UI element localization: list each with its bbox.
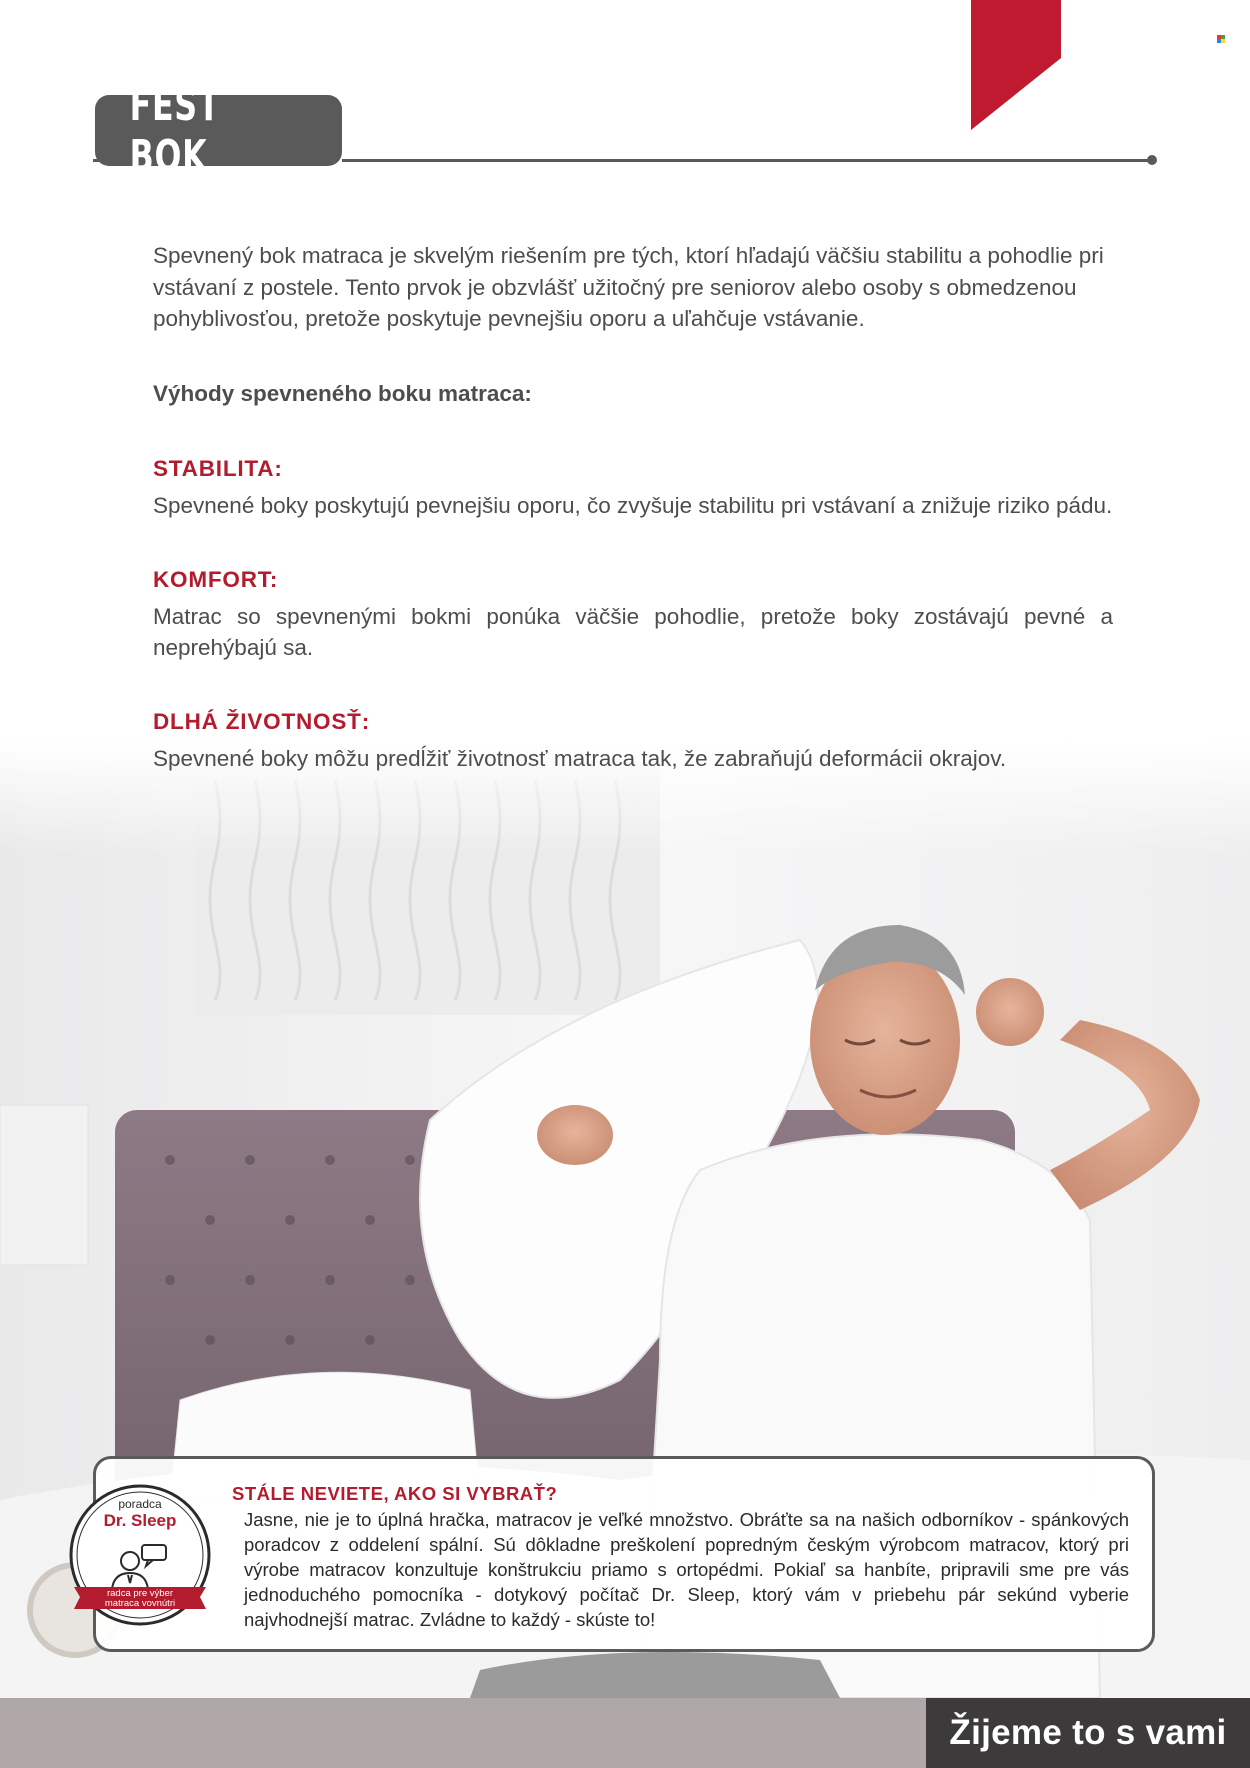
advice-box: [93, 1456, 1155, 1652]
page-title-badge: [95, 79, 342, 182]
benefit-title: KOMFORT:: [153, 566, 279, 592]
benefit-title: STABILITA:: [153, 456, 283, 481]
benefit-section-durability: [153, 706, 1113, 775]
footer-slogan: Žijeme to s vami: [949, 1713, 1227, 1752]
title-rule-endpoint: [1147, 155, 1157, 165]
advice-text: Jasne, nie je to úplná hračka, matracov je veľké množstvo. Obráťte sa na našich odborníkov - spánkových poradcov z oddelení spální. Sú dôkladne preškolení popredným českým výrobcom matracov, ktorý pri výrobe matracov konzultuje konštrukciu priamo s ortopédmi. Pokiaľ sa hanbíte, pripravili sme pre vás jednoduchého pomocníka - dotykový počítač Dr. Sleep, ktorý vám v priebehu pár sekúnd vyberie najvhodnejší matrac. Zvládne to každý - skúste to!: [244, 1509, 1129, 1630]
title-rule: [342, 159, 1152, 162]
color-dot-icon: [1217, 35, 1225, 43]
benefit-title: DLHÁ ŽIVOTNOSŤ:: [153, 708, 370, 734]
badge-brand: Dr. Sleep: [103, 1511, 177, 1530]
benefit-text: Spevnené boky poskytujú pevnejšiu oporu, čo zvyšuje stabilitu pri vstávaní a znižuje riziko pádu.: [153, 493, 1113, 518]
benefit-section-stability: [153, 453, 1113, 522]
dr-sleep-badge: [68, 1483, 212, 1627]
benefit-text: Matrac so spevnenými bokmi ponúka väčšie pohodlie, pretože boky zostávajú pevné a neprehýbajú sa.: [153, 603, 1113, 660]
main-content: [153, 240, 1113, 774]
intro-paragraph: Spevnený bok matraca je skvelým riešením pre tých, ktorí hľadajú väčšiu stabilitu a pohodlie pri vstávaní z postele. Tento prvok je obzvlášť užitočný pre seniorov alebo osoby s obmedzenou pohyblivosťou, pretože poskytuje pevnejšiu oporu a uľahčuje vstávanie.: [153, 243, 1104, 331]
badge-top-text: poradca: [118, 1497, 162, 1511]
benefit-text: Spevnené boky môžu predĺžiť životnosť matraca tak, že zabraňujú deformácii okrajov.: [153, 745, 1007, 771]
benefit-section-comfort: [153, 564, 1113, 664]
badge-ribbon-line2: matraca vovnútri: [104, 1598, 176, 1609]
page-title: FEST BOK: [129, 79, 221, 182]
benefits-heading: Výhody spevneného boku matraca:: [153, 380, 532, 406]
footer-slogan-tag: [926, 1698, 1250, 1768]
red-ribbon-decoration: [971, 0, 1061, 130]
badge-ribbon-line1: radca pre výber: [106, 1588, 173, 1599]
advice-title: STÁLE NEVIETE, AKO SI VYBRAŤ?: [232, 1483, 558, 1504]
